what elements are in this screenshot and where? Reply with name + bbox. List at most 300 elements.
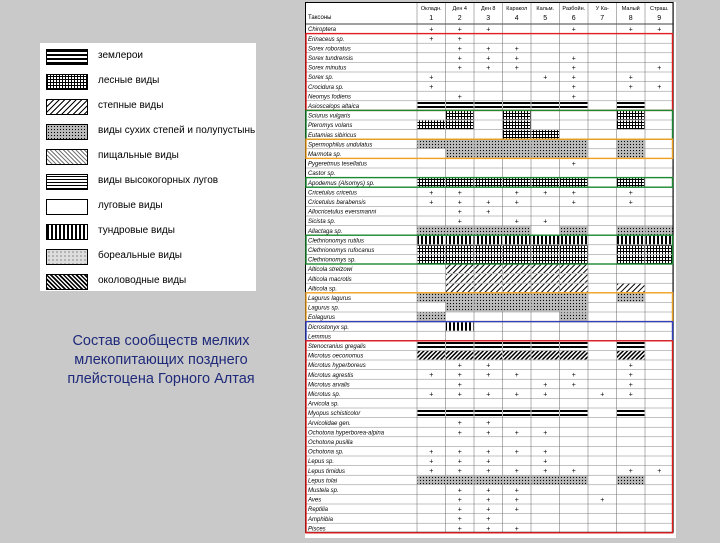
taxon-name: Lagurus sp. <box>308 305 340 312</box>
pattern-cell <box>560 226 588 235</box>
presence-mark: + <box>628 74 633 82</box>
pattern-cell <box>475 476 503 485</box>
presence-mark: + <box>571 84 576 92</box>
column-number: 2 <box>457 15 462 22</box>
pattern-cell <box>560 293 588 302</box>
pattern-cell <box>446 409 474 418</box>
taxon-name: Stenocranius gregalis <box>308 344 366 350</box>
taxon-name: Sorex roboratus <box>308 46 351 53</box>
pattern-cell <box>418 476 446 485</box>
column-number: 5 <box>543 15 548 22</box>
taxon-name: Clethrionomys rufocanus <box>308 248 375 254</box>
legend-swatch-tundra <box>46 224 88 240</box>
pattern-cell <box>475 284 503 293</box>
pattern-cell <box>560 409 588 418</box>
presence-mark: + <box>457 516 462 524</box>
taxon-name: Arvicolidae gen. <box>308 420 351 427</box>
legend-label: тундровые виды <box>98 225 175 236</box>
taxon-name: Lagurus lagurus <box>308 296 352 302</box>
presence-mark: + <box>486 65 491 72</box>
taxon-name: Pisces <box>308 526 326 533</box>
pattern-cell <box>418 409 446 418</box>
pattern-cell <box>560 149 588 158</box>
presence-mark: + <box>571 65 576 72</box>
caption-line-3: плейстоцена Горного Алтая <box>67 371 255 387</box>
column-header: Разбойн. <box>562 6 586 12</box>
pattern-cell <box>446 293 474 302</box>
presence-mark: + <box>543 218 548 226</box>
pattern-cell <box>503 274 531 283</box>
pattern-cell <box>503 178 531 187</box>
presence-mark: + <box>543 189 548 197</box>
pattern-cell <box>560 101 588 110</box>
pattern-cell <box>560 255 588 264</box>
presence-mark: + <box>657 84 662 92</box>
pattern-cell <box>532 130 560 139</box>
pattern-cell <box>418 236 446 245</box>
presence-mark: + <box>429 458 434 466</box>
pattern-cell <box>418 341 446 350</box>
pattern-cell <box>475 265 503 274</box>
pattern-cell <box>617 101 645 110</box>
pattern-cell <box>446 476 474 485</box>
pattern-cell <box>503 101 531 110</box>
pattern-cell <box>532 149 560 158</box>
presence-mark: + <box>628 391 633 399</box>
presence-mark: + <box>486 45 491 53</box>
presence-mark: + <box>628 381 633 389</box>
taxon-name: Ochotona pusilla <box>308 440 353 446</box>
presence-mark: + <box>457 36 462 44</box>
pattern-cell <box>503 140 531 149</box>
presence-mark: + <box>457 45 462 53</box>
presence-mark: + <box>571 26 576 34</box>
column-header: Окладн. <box>420 6 442 12</box>
pattern-cell <box>532 409 560 418</box>
taxon-name: Crocidura sp. <box>308 84 344 91</box>
pattern-cell <box>617 351 645 360</box>
column-number: 9 <box>657 15 662 22</box>
taxon-name: Alticola macrotis <box>308 276 352 283</box>
pattern-cell <box>617 476 645 485</box>
pattern-cell <box>532 303 560 312</box>
taxon-name: Sorex sp. <box>308 75 334 82</box>
presence-mark: + <box>657 26 662 34</box>
presence-mark: + <box>457 429 462 437</box>
legend-swatch-highland <box>46 174 88 190</box>
taxon-name: Lepus timidus <box>308 468 346 475</box>
legend-label: виды высокогорных лугов <box>98 175 219 186</box>
pattern-cell <box>446 284 474 293</box>
pattern-cell <box>446 101 474 110</box>
pattern-cell <box>446 351 474 360</box>
presence-mark: + <box>429 468 434 476</box>
presence-mark: + <box>514 189 519 197</box>
taxon-name: Clethrionomys rutilus <box>308 238 365 245</box>
legend-label: бореальные виды <box>98 250 182 261</box>
presence-mark: + <box>457 449 462 456</box>
legend-swatch-meadow <box>46 199 88 215</box>
presence-mark: + <box>486 429 491 437</box>
taxon-name: Lemmus <box>308 334 332 341</box>
pattern-cell <box>560 236 588 245</box>
pattern-cell <box>560 341 588 350</box>
presence-mark: + <box>457 65 462 72</box>
pattern-cell <box>418 255 446 264</box>
taxon-name: Eutamias sibiricus <box>308 132 357 139</box>
pattern-cell <box>646 236 674 245</box>
presence-mark: + <box>486 362 491 370</box>
pattern-cell <box>503 149 531 158</box>
pattern-cell <box>560 303 588 312</box>
presence-mark: + <box>457 199 462 207</box>
pattern-cell <box>646 255 674 264</box>
presence-mark: + <box>543 74 548 82</box>
pattern-cell <box>560 284 588 293</box>
taxon-name: Sorex minutus <box>308 65 347 72</box>
presence-mark: + <box>429 199 434 207</box>
pattern-cell <box>560 351 588 360</box>
presence-mark: + <box>457 362 462 370</box>
taxon-name: Microtus sp. <box>308 392 341 398</box>
presence-mark: + <box>457 525 462 533</box>
column-header: Кальм. <box>536 6 555 12</box>
pattern-cell <box>503 111 531 120</box>
legend-label: луговые виды <box>98 200 163 211</box>
pattern-cell <box>446 303 474 312</box>
taxon-name: Pygeretmus tesellatus <box>308 161 368 168</box>
presence-mark: + <box>543 391 548 399</box>
pattern-cell <box>418 121 446 130</box>
legend-swatch-dig <box>46 49 88 65</box>
pattern-cell <box>475 255 503 264</box>
column-number: 8 <box>628 15 633 22</box>
pattern-cell <box>418 178 446 187</box>
legend-label: околоводные виды <box>98 275 187 286</box>
column-header: Ден 8 <box>481 6 496 12</box>
taxon-name: Reptilia <box>308 507 329 514</box>
pattern-cell <box>446 255 474 264</box>
pattern-cell <box>532 255 560 264</box>
pattern-cell <box>446 178 474 187</box>
taxon-name: Clethrionomys sp. <box>308 257 357 264</box>
presence-mark: + <box>457 209 462 216</box>
pattern-cell <box>503 121 531 130</box>
pattern-cell <box>532 476 560 485</box>
presence-mark: + <box>514 199 519 207</box>
pattern-cell <box>617 284 645 293</box>
presence-mark: + <box>457 487 462 495</box>
presence-mark: + <box>429 372 434 380</box>
pattern-cell <box>503 341 531 350</box>
pattern-cell <box>475 149 503 158</box>
pattern-cell <box>475 351 503 360</box>
taxon-name: Asioscalops altaica <box>308 104 360 110</box>
figure-caption <box>50 332 272 389</box>
pattern-cell <box>503 265 531 274</box>
taxon-name: Castor sp. <box>308 171 336 178</box>
presence-mark: + <box>628 189 633 197</box>
presence-mark: + <box>486 497 491 504</box>
taxon-name: Eolagurus <box>308 315 336 322</box>
presence-mark: + <box>600 391 605 399</box>
pattern-cell <box>446 236 474 245</box>
presence-mark: + <box>571 74 576 82</box>
presence-mark: + <box>571 161 576 168</box>
pattern-cell <box>560 265 588 274</box>
presence-mark: + <box>657 65 662 72</box>
pattern-cell <box>475 245 503 254</box>
taxa-table <box>305 2 676 538</box>
taxon-name: Chiroptera <box>308 27 337 34</box>
pattern-cell <box>418 140 446 149</box>
taxon-name: Mustela sp. <box>308 488 339 494</box>
presence-mark: + <box>457 218 462 226</box>
pattern-cell <box>560 476 588 485</box>
legend-label: землерои <box>98 50 144 61</box>
pattern-cell <box>418 351 446 360</box>
presence-mark: + <box>543 429 548 437</box>
presence-mark: + <box>514 506 519 514</box>
column-number: 1 <box>429 15 434 22</box>
pattern-cell <box>617 409 645 418</box>
presence-mark: + <box>514 525 519 533</box>
presence-mark: + <box>457 381 462 389</box>
pattern-cell <box>560 178 588 187</box>
legend-label: пищальные виды <box>98 150 179 161</box>
pattern-cell <box>617 236 645 245</box>
presence-mark: + <box>486 516 491 524</box>
pattern-cell <box>532 101 560 110</box>
presence-mark: + <box>628 199 633 207</box>
presence-mark: + <box>457 497 462 504</box>
taxon-name: Sciurus vulgaris <box>308 113 351 120</box>
taxon-name: Erinaceus sp. <box>308 36 345 43</box>
taxon-name: Microtus arvalis <box>308 382 350 389</box>
pattern-cell <box>446 265 474 274</box>
presence-mark: + <box>628 372 633 380</box>
presence-mark: + <box>514 372 519 380</box>
column-number: 6 <box>571 15 576 22</box>
pattern-cell <box>560 140 588 149</box>
presence-mark: + <box>429 449 434 456</box>
column-header: Малый <box>621 6 640 12</box>
presence-mark: + <box>457 26 462 34</box>
presence-mark: + <box>457 391 462 399</box>
column-number: 7 <box>600 15 605 22</box>
pattern-cell <box>617 121 645 130</box>
presence-mark: + <box>657 468 662 476</box>
presence-mark: + <box>514 468 519 476</box>
presence-mark: + <box>486 209 491 216</box>
pattern-cell <box>446 245 474 254</box>
presence-mark: + <box>514 429 519 437</box>
pattern-cell <box>617 293 645 302</box>
pattern-cell <box>617 178 645 187</box>
taxon-name: Pteromys volans <box>308 123 353 130</box>
legend-swatch-dry <box>46 124 88 140</box>
presence-mark: + <box>543 468 548 476</box>
pattern-cell <box>503 130 531 139</box>
pattern-cell <box>646 226 674 235</box>
taxon-name: Ochotona hyperborea-alpina <box>308 430 385 437</box>
column-header: У Ка- <box>595 6 609 12</box>
presence-mark: + <box>457 93 462 101</box>
taxon-name: Microtus agrestis <box>308 372 354 379</box>
pattern-cell <box>475 293 503 302</box>
pattern-cell <box>560 245 588 254</box>
presence-mark: + <box>543 458 548 466</box>
pattern-cell <box>475 303 503 312</box>
presence-mark: + <box>486 458 491 466</box>
pattern-cell <box>617 226 645 235</box>
column-number: 3 <box>486 15 491 22</box>
taxa-header: Таксоны <box>308 15 332 21</box>
presence-mark: + <box>486 506 491 514</box>
presence-mark: + <box>600 497 605 504</box>
presence-mark: + <box>486 391 491 399</box>
presence-mark: + <box>543 449 548 456</box>
taxon-name: Alticola strelzowi <box>308 267 353 274</box>
presence-mark: + <box>628 468 633 476</box>
legend-swatch-boreal <box>46 249 88 265</box>
presence-mark: + <box>571 381 576 389</box>
pattern-cell <box>475 274 503 283</box>
presence-mark: + <box>514 55 519 63</box>
column-number: 4 <box>514 15 519 22</box>
pattern-cell <box>446 322 474 331</box>
taxon-name: Cricetulus barabensis <box>308 200 366 206</box>
pattern-cell <box>617 149 645 158</box>
pattern-cell <box>418 226 446 235</box>
presence-mark: + <box>486 372 491 380</box>
legend-swatch-taiga <box>46 149 88 165</box>
taxa-table-svg <box>305 2 676 538</box>
taxon-name: Neomys fodiens <box>308 94 352 101</box>
presence-mark: + <box>457 468 462 476</box>
presence-mark: + <box>514 218 519 226</box>
caption-line-2: млекопитающих позднего <box>74 352 248 368</box>
pattern-cell <box>532 274 560 283</box>
pattern-cell <box>503 409 531 418</box>
taxon-name: Apodemus (Alsomys) sp. <box>308 180 375 187</box>
presence-mark: + <box>486 525 491 533</box>
pattern-cell <box>475 101 503 110</box>
caption-line-1: Состав сообществ мелких <box>72 333 250 349</box>
pattern-cell <box>446 341 474 350</box>
pattern-cell <box>532 178 560 187</box>
taxon-name: Marmota sp. <box>308 152 342 158</box>
taxon-name: Sicista sp. <box>308 219 336 226</box>
presence-mark: + <box>571 93 576 101</box>
pattern-cell <box>560 313 588 322</box>
pattern-cell <box>503 303 531 312</box>
pattern-cell <box>532 245 560 254</box>
taxon-name: Arvicola sp. <box>308 401 340 408</box>
taxon-name: Spermophilus undulatus <box>308 142 373 149</box>
pattern-cell <box>503 293 531 302</box>
legend-label: степные виды <box>98 100 164 111</box>
taxon-name: Dicrostonyx sp. <box>308 324 350 331</box>
taxon-name: Alticola sp. <box>308 286 338 293</box>
presence-mark: + <box>457 189 462 197</box>
pattern-cell <box>617 111 645 120</box>
presence-mark: + <box>543 381 548 389</box>
pattern-cell <box>418 293 446 302</box>
pattern-cell <box>532 140 560 149</box>
presence-mark: + <box>514 65 519 72</box>
presence-mark: + <box>571 189 576 197</box>
presence-mark: + <box>486 487 491 495</box>
presence-mark: + <box>486 420 491 428</box>
pattern-cell <box>503 476 531 485</box>
taxon-name: Aves <box>308 497 322 504</box>
pattern-cell <box>532 341 560 350</box>
pattern-cell <box>503 255 531 264</box>
pattern-cell <box>617 341 645 350</box>
taxon-name: Amphibia <box>308 516 334 523</box>
presence-mark: + <box>571 55 576 63</box>
taxon-name: Microtus hyperboreus <box>308 363 366 370</box>
pattern-cell <box>532 293 560 302</box>
pattern-cell <box>503 236 531 245</box>
presence-mark: + <box>486 449 491 456</box>
presence-mark: + <box>628 84 633 92</box>
taxon-name: Cricetulus cricetus <box>308 190 358 197</box>
taxon-name: Myopus schisticolor <box>308 411 361 418</box>
legend-label: виды сухих степей и полупустынь <box>98 125 256 136</box>
presence-mark: + <box>486 468 491 476</box>
presence-mark: + <box>486 55 491 63</box>
taxon-name: Microtus oeconomus <box>308 353 364 360</box>
pattern-cell <box>446 274 474 283</box>
pattern-cell <box>418 245 446 254</box>
pattern-cell <box>475 178 503 187</box>
taxon-name: Allactaga sp. <box>308 228 343 235</box>
taxon-name: Ochotona sp. <box>308 449 344 456</box>
pattern-cell <box>646 245 674 254</box>
presence-mark: + <box>429 36 434 44</box>
presence-mark: + <box>628 26 633 34</box>
pattern-cell <box>446 121 474 130</box>
legend-panel <box>40 43 256 291</box>
presence-mark: + <box>429 26 434 34</box>
pattern-cell <box>503 284 531 293</box>
pattern-cell <box>475 341 503 350</box>
presence-mark: + <box>457 506 462 514</box>
presence-mark: + <box>514 391 519 399</box>
presence-mark: + <box>514 45 519 53</box>
presence-mark: + <box>457 458 462 466</box>
presence-mark: + <box>429 189 434 197</box>
presence-mark: + <box>571 372 576 380</box>
presence-mark: + <box>429 391 434 399</box>
legend-swatch-forest <box>46 74 88 90</box>
presence-mark: + <box>514 497 519 504</box>
taxon-name: Lepus tolai <box>308 478 338 485</box>
presence-mark: + <box>628 362 633 370</box>
presence-mark: + <box>571 199 576 207</box>
pattern-cell <box>475 409 503 418</box>
pattern-cell <box>446 149 474 158</box>
presence-mark: + <box>486 26 491 34</box>
pattern-cell <box>503 226 531 235</box>
pattern-cell <box>475 226 503 235</box>
pattern-cell <box>532 236 560 245</box>
pattern-cell <box>446 140 474 149</box>
presence-mark: + <box>457 55 462 63</box>
pattern-cell <box>418 101 446 110</box>
